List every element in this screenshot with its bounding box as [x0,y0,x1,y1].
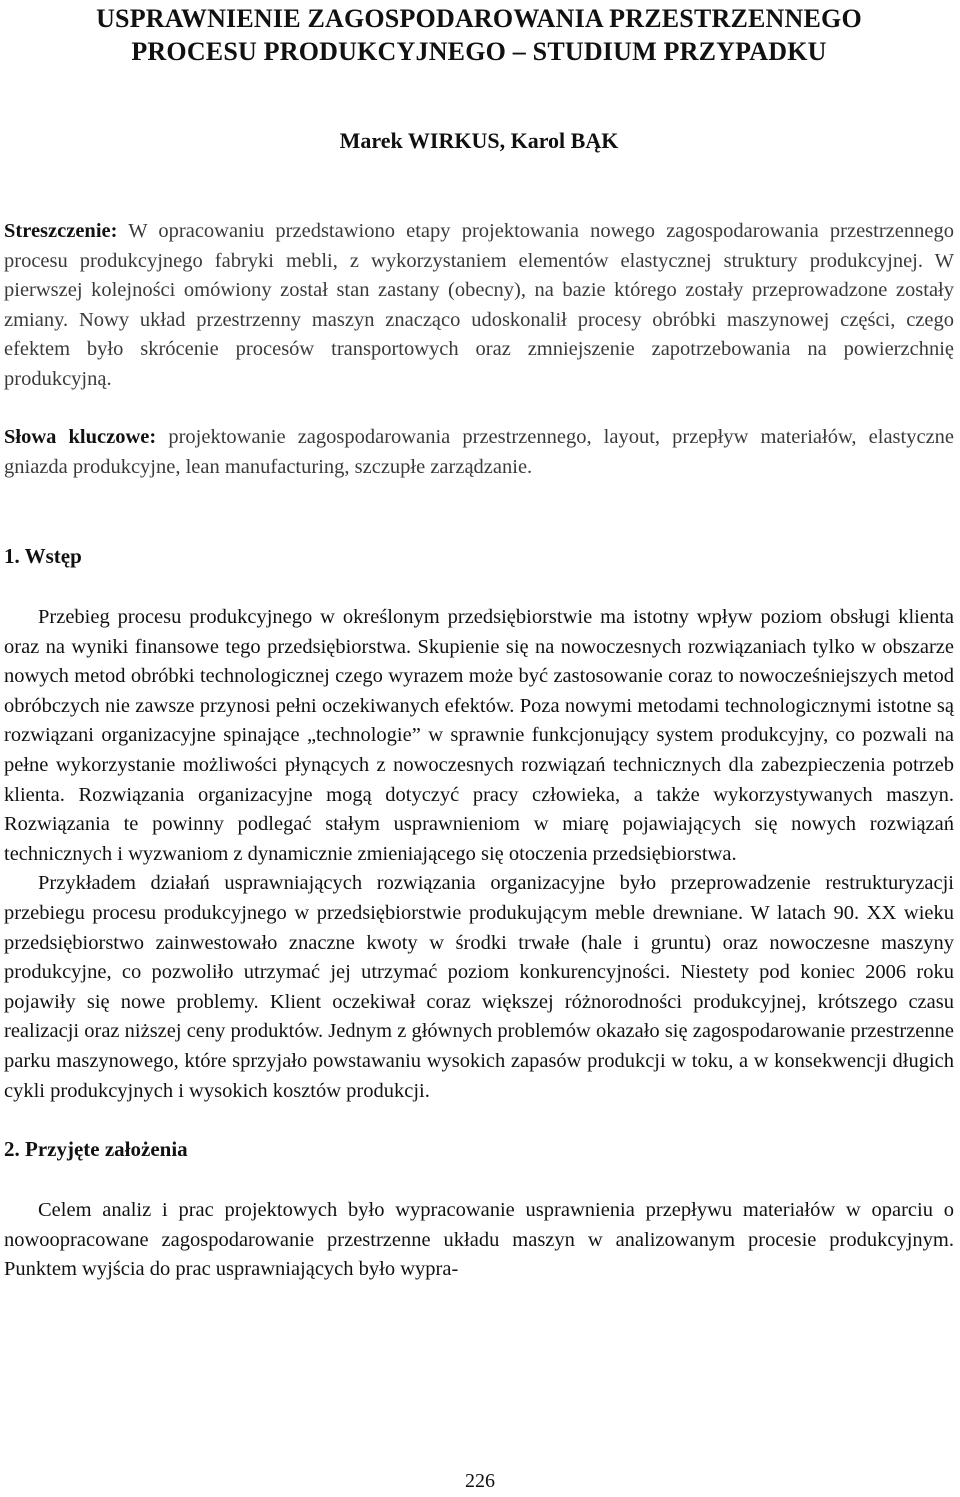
abstract-label: Streszczenie: [4,220,118,242]
assumptions-paragraph-1: Celem analiz i prac projektowych było wypracowanie usprawnienia przepływu materiałów w oparciu o nowoopracowane zagospodarowanie przestrzenne układu maszyn w analizowanym procesie produkcyjnym. Punktem wyjścia do prac usprawniających było wypra- [4,1199,954,1281]
title-line-2: PROCESU PRODUKCYJNEGO – STUDIUM PRZYPADKU [131,37,827,66]
paper-title [4,0,954,68]
page-number: 226 [465,1470,495,1492]
section-heading-assumptions: 2. Przyjęte założenia [4,1137,188,1162]
authors: Marek WIRKUS, Karol BĄK [339,128,619,153]
title-line-1: USPRAWNIENIE ZAGOSPODAROWANIA PRZESTRZENNEGO [96,4,862,33]
introduction-paragraph-1: Przebieg procesu produkcyjnego w określonym przedsiębiorstwie ma istotny wpływ poziom obsługi klienta oraz na wyniki finansowe tego przedsiębiorstwa. Skupienie się na nowoczesnych rozwiązaniach tylko w obszarze nowych metod obróbki technologicznej czego wyrazem może być zastosowanie coraz to nowocześniejszych metod obróbczych nie zawsze przynosi pełni oczekiwanych efektów. Poza nowymi metodami technologicznymi istotne są rozwiązani organizacyjne spinające „technologie” w sprawnie funkcjonujący system produkcyjny, co pozwali na pełne wykorzystanie możliwości płynących z nowoczesnych rozwiązań technicznych dla zabezpieczenia potrzeb klienta. Rozwiązania organizacyjne mogą dotyczyć pracy człowieka, a także wykorzystywanych maszyn. Rozwiązania te powinny podlegać stałym usprawnieniom w miarę pojawiających się nowych rozwiązań technicznych i wyzwaniom z dynamicznie zmieniającego się otoczenia przedsiębiorstwa. [4,606,954,865]
keywords-label: Słowa kluczowe: [4,426,157,448]
abstract-text: W opracowaniu przedstawiono etapy projektowania nowego zagospodarowania przestrzennego procesu produkcyjnego fabryki mebli, z wykorzystaniem elementów elastycznej struktury produkcyjnej. W pierwszej kolejności omówiony został stan zastany (obecny), na bazie którego zostały przeprowadzone zostały zmiany. Nowy układ przestrzenny maszyn znacząco udoskonalił procesy obróbki maszynowej części, czego efektem było skrócenie procesów transportowych oraz zmniejszenie zapotrzebowania na powierzchnię produkcyjną. [4,220,954,390]
introduction-paragraph-2: Przykładem działań usprawniających rozwiązania organizacyjne było przeprowadzenie restrukturyzacji przebiegu procesu produkcyjnego w przedsiębiorstwie produkującym meble drewniane. W latach 90. XX wieku przedsiębiorstwo zainwestowało znaczne kwoty w środki trwałe (hale i gruntu) oraz nowoczesne maszyny produkcyjne, co pozwoliło utrzymać jej utrzymać poziom konkurencyjności. Niestety pod koniec 2006 roku pojawiły się nowe problemy. Klient oczekiwał coraz większej różnorodności produkcyjnej, krótszego czasu realizacji oraz niższej ceny produktów. Jednym z głównych problemów okazało się zagospodarowanie przestrzenne parku maszynowego, które sprzyjało powstawaniu wysokich zapasów produkcji w toku, a w konsekwencji długich cykli produkcyjnych i wysokich kosztów produkcji. [4,872,954,1102]
abstract [4,217,954,394]
section-heading-introduction: 1. Wstęp [4,544,82,568]
keywords [4,423,954,482]
keywords-text: projektowanie zagospodarowania przestrzennego, layout, przepływ materiałów, elastyczne gniazda produkcyjne, lean manufacturing, szczupłe zarządzanie. [4,426,955,478]
